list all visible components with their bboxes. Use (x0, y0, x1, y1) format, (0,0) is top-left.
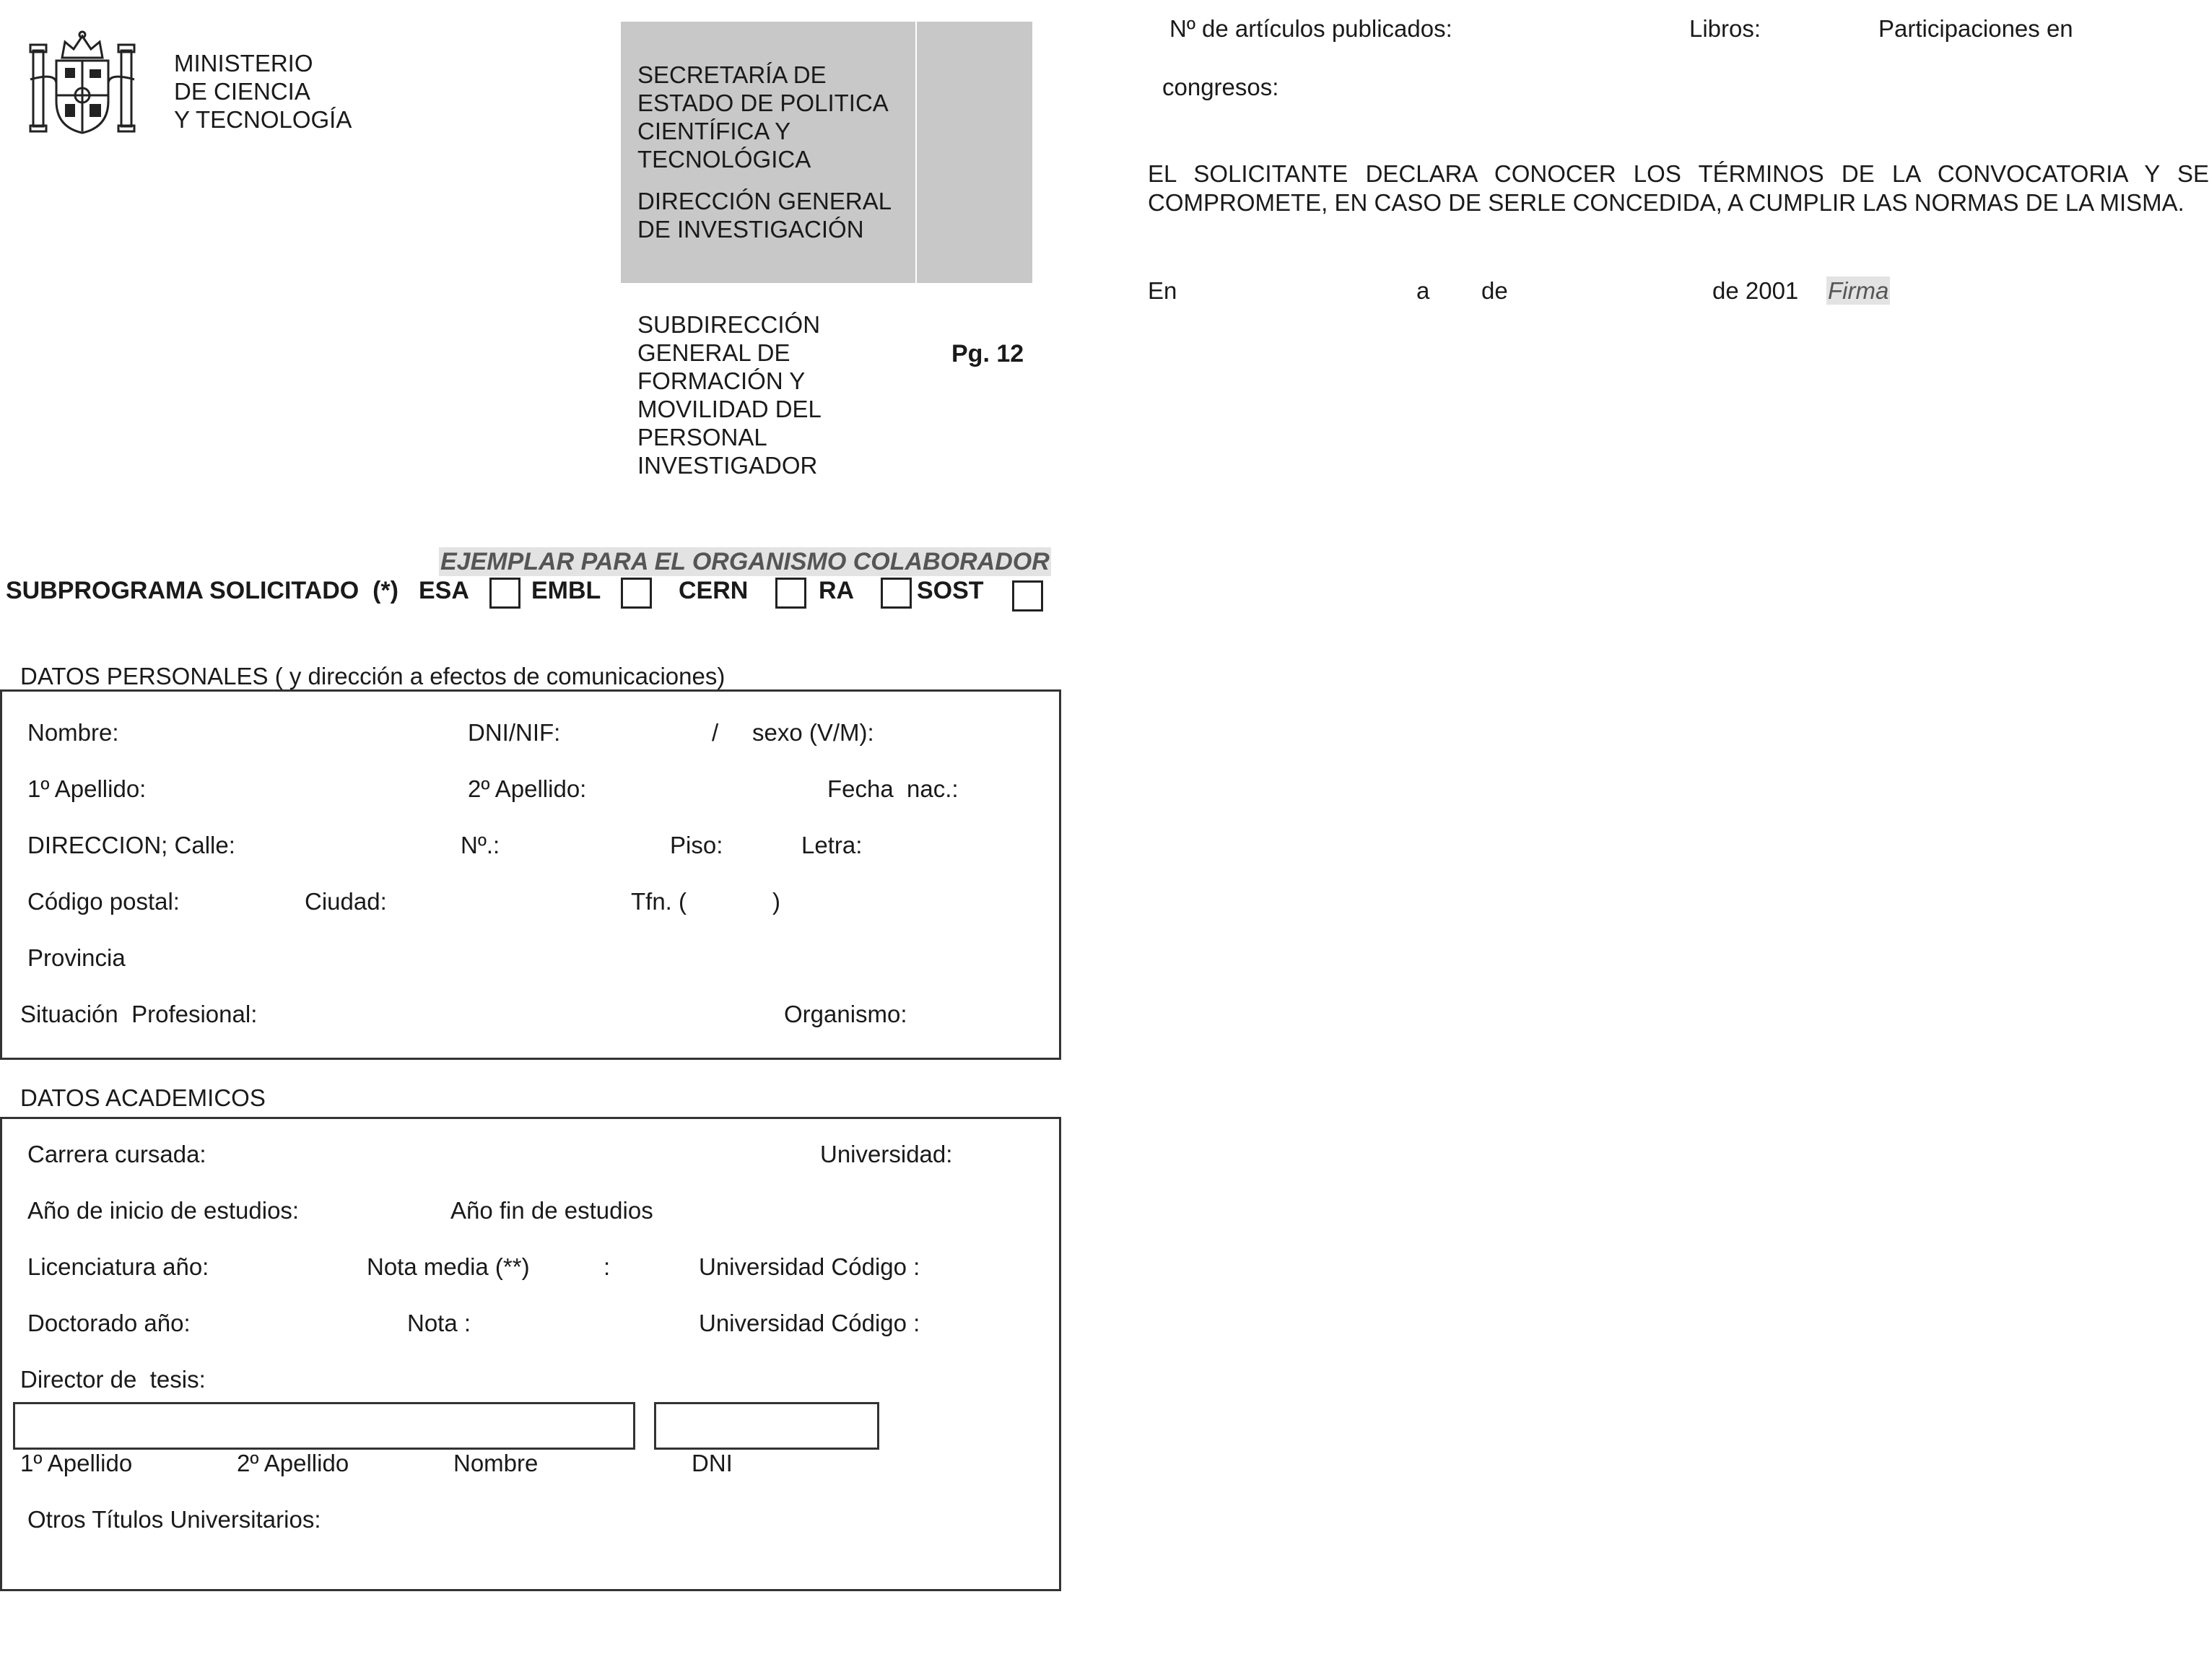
congresos-label: congresos: (1162, 74, 1279, 100)
director-tesis-label: Director de tesis: (20, 1366, 206, 1393)
lugar-en-label: En (1148, 277, 1177, 304)
fecha-a-label: a (1416, 277, 1430, 304)
subdireccion-line-1: SUBDIRECCIÓN (637, 311, 821, 338)
declaration-text: EL SOLICITANTE DECLARA CONOCER LOS TÉRMINOS DE LA CONVOCATORIA Y SE COMPROMETE, EN CASO DE SERLE CONCEDIDA, A CUMPLIR LAS NORMAS DE LA MISMA. (1148, 160, 2209, 216)
direccion-calle-label: DIRECCION; Calle: (27, 832, 235, 858)
director-apellido1-caption: 1º Apellido (20, 1450, 133, 1476)
participaciones-label: Participaciones en (1878, 15, 2073, 42)
secretaria-block (637, 61, 889, 173)
director-nombre-caption: Nombre (453, 1450, 539, 1476)
organismo-label: Organismo: (784, 1001, 907, 1027)
datos-academicos-title: DATOS ACADEMICOS (20, 1084, 266, 1111)
subdireccion-line-5: PERSONAL (637, 424, 767, 451)
option-esa-label: ESA (419, 577, 469, 604)
apellido2-label: 2º Apellido: (468, 775, 587, 802)
telefono-close: ) (772, 888, 780, 915)
dni-label: DNI/NIF: (468, 719, 561, 746)
ministry-line-3: Y TECNOLOGÍA (174, 106, 352, 133)
option-ra-label: RA (819, 577, 855, 604)
director-dni-field[interactable] (654, 1402, 879, 1450)
option-sost-label: SOST (917, 577, 984, 604)
doctorado-label: Doctorado año: (27, 1310, 191, 1336)
subdireccion-line-6: INVESTIGADOR (637, 452, 818, 479)
option-embl-checkbox[interactable] (621, 578, 652, 609)
page-number: Pg. 12 (951, 340, 1024, 367)
ministry-name (174, 49, 352, 134)
secretaria-line-3: CIENTÍFICA Y (637, 118, 791, 144)
nombre-label: Nombre: (27, 719, 119, 746)
ministry-line-1: MINISTERIO (174, 50, 313, 77)
universidad-label: Universidad: (820, 1141, 953, 1167)
subdireccion-line-2: GENERAL DE (637, 339, 790, 366)
sexo-label: sexo (V/M): (752, 719, 874, 746)
option-ra-checkbox[interactable] (881, 578, 912, 609)
option-cern-label: CERN (679, 577, 749, 604)
licenciatura-label: Licenciatura año: (27, 1253, 209, 1280)
subprograma-label: SUBPROGRAMA SOLICITADO (*) (6, 577, 398, 604)
ejemplar-banner: EJEMPLAR PARA EL ORGANISMO COLABORADOR (440, 548, 1050, 575)
option-esa-checkbox[interactable] (489, 578, 520, 609)
universidad-codigo-label-2: Universidad Código : (699, 1310, 920, 1336)
nota-media-label: Nota media (**) (367, 1253, 530, 1280)
provincia-label: Provincia (27, 944, 126, 971)
dni-slash: / (712, 719, 719, 746)
fecha-de-2001-label: de 2001 (1712, 277, 1799, 304)
ciudad-label: Ciudad: (305, 888, 387, 915)
option-cern-checkbox[interactable] (775, 578, 806, 609)
telefono-label: Tfn. ( (631, 888, 687, 915)
direccion-block (637, 187, 892, 243)
option-embl-label: EMBL (531, 577, 601, 604)
letra-label: Letra: (801, 832, 863, 858)
carrera-label: Carrera cursada: (27, 1141, 206, 1167)
director-dni-caption: DNI (692, 1450, 733, 1476)
situacion-profesional-label: Situación Profesional: (20, 1001, 258, 1027)
direccion-line-1: DIRECCIÓN GENERAL (637, 188, 892, 214)
nota-label: Nota : (407, 1310, 471, 1336)
secretaria-line-4: TECNOLÓGICA (637, 146, 811, 173)
piso-label: Piso: (670, 832, 723, 858)
option-sost-checkbox[interactable] (1012, 580, 1043, 611)
anio-fin-label: Año fin de estudios (450, 1197, 653, 1224)
coat-of-arms-icon (27, 29, 137, 137)
subdireccion-line-4: MOVILIDAD DEL (637, 396, 822, 422)
ministry-line-2: DE CIENCIA (174, 78, 310, 105)
articulos-label: Nº de artículos publicados: (1169, 15, 1452, 42)
subdireccion-line-3: FORMACIÓN Y (637, 367, 806, 394)
apellido1-label: 1º Apellido: (27, 775, 147, 802)
subdireccion-block (637, 310, 822, 479)
fecha-de-label: de (1481, 277, 1508, 304)
datos-personales-title: DATOS PERSONALES ( y dirección a efectos de comunicaciones) (20, 663, 726, 689)
libros-label: Libros: (1689, 15, 1761, 42)
fecha-nac-label: Fecha nac.: (827, 775, 959, 802)
codigo-postal-label: Código postal: (27, 888, 180, 915)
direccion-line-2: DE INVESTIGACIÓN (637, 216, 864, 243)
anio-inicio-label: Año de inicio de estudios: (27, 1197, 300, 1224)
nota-media-colon: : (604, 1253, 611, 1280)
universidad-codigo-label: Universidad Código : (699, 1253, 920, 1280)
numero-label: Nº.: (461, 832, 500, 858)
header-gray-box-right (917, 22, 1032, 283)
otros-titulos-label: Otros Títulos Universitarios: (27, 1506, 321, 1533)
secretaria-line-2: ESTADO DE POLITICA (637, 90, 889, 116)
firma-label: Firma (1828, 277, 1889, 304)
director-apellido2-caption: 2º Apellido (237, 1450, 349, 1476)
secretaria-line-1: SECRETARÍA DE (637, 61, 827, 88)
director-name-field[interactable] (13, 1402, 635, 1450)
